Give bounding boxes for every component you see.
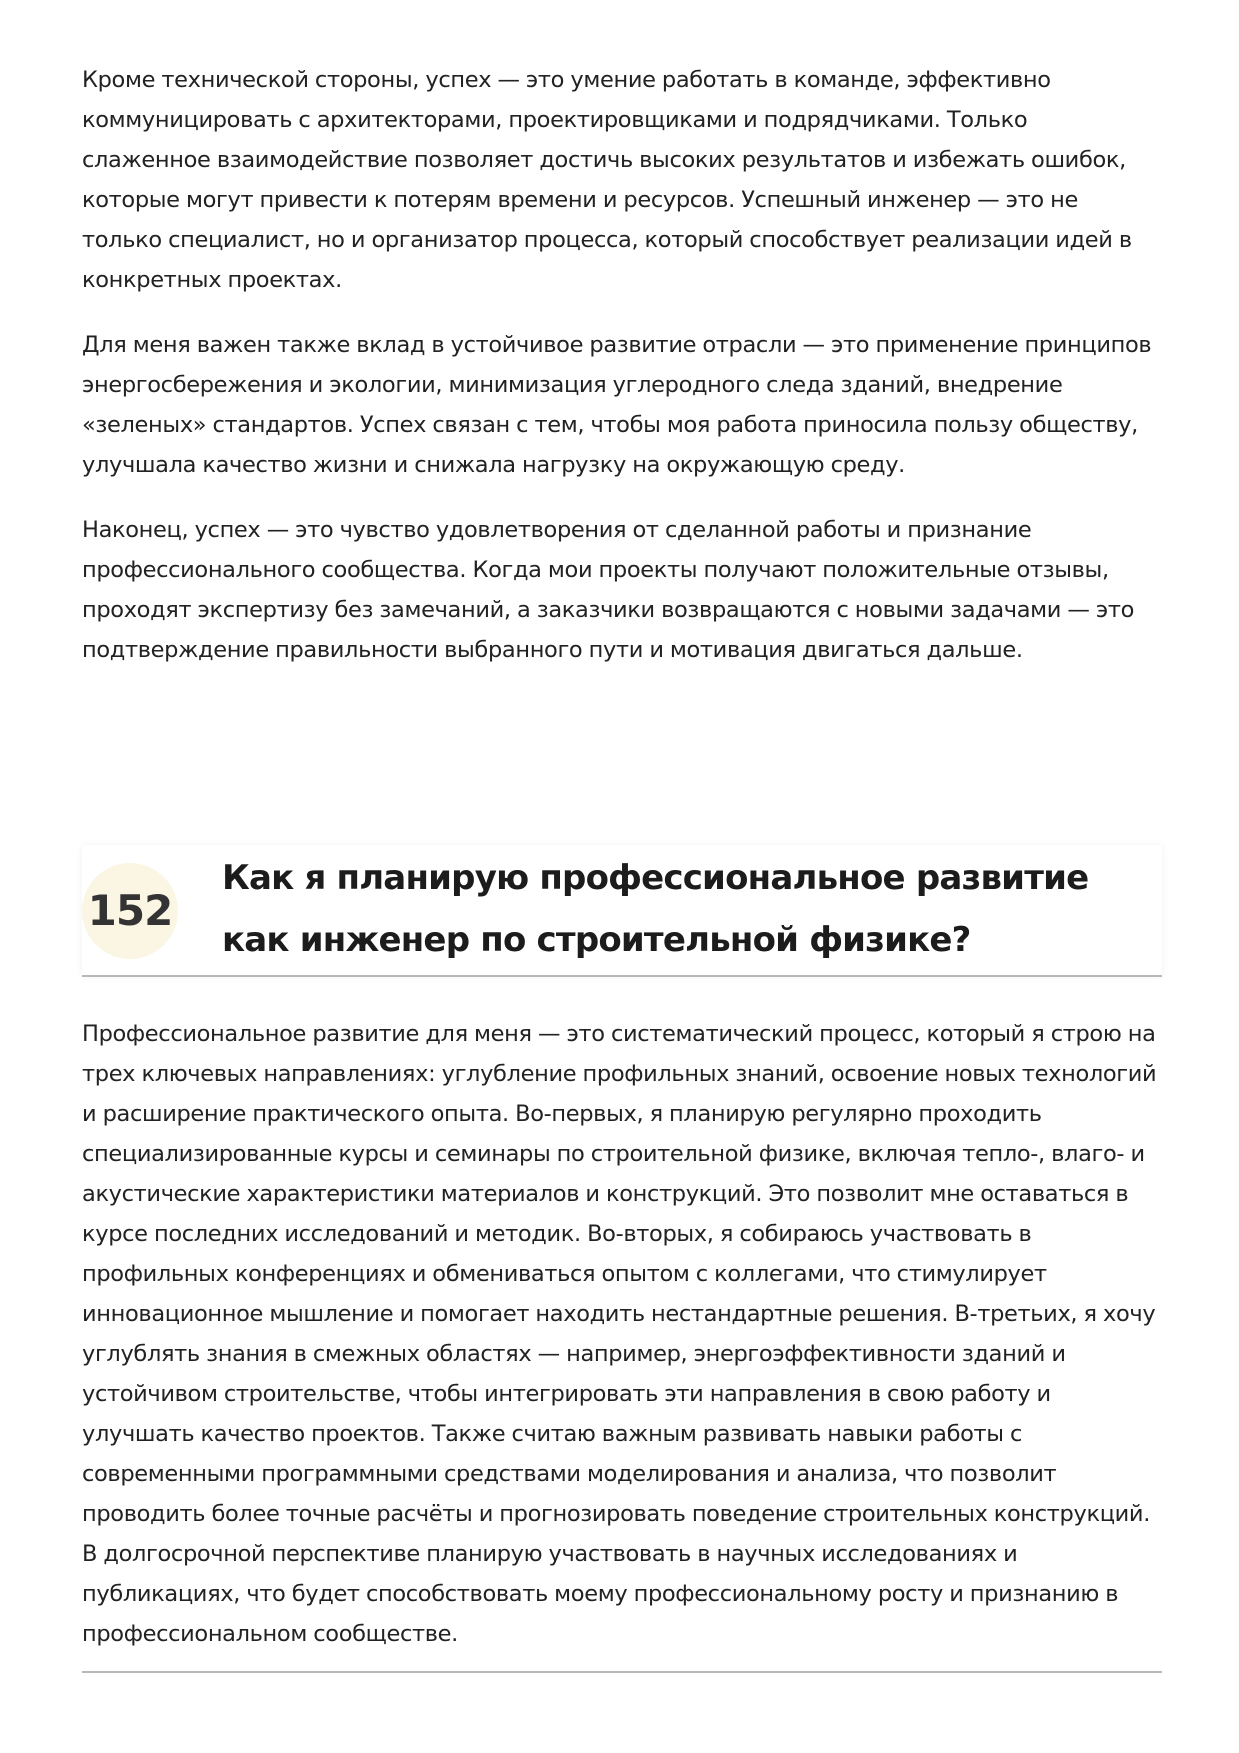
answer-section bbox=[82, 1014, 1162, 1654]
question-number: 152 bbox=[87, 886, 173, 935]
intro-paragraph-sustainability: Для меня важен также вклад в устойчивое развитие отрасли — это применение принципов энергосбережения и экологии, минимизация углеродного следа зданий, внедрение «зеленых» стандартов. Успех связан с тем, чтобы моя работа приносила пользу обществу, улучшала качество жизни и снижала нагрузку на окружающую среду. bbox=[82, 332, 1152, 478]
question-number-badge bbox=[82, 863, 178, 959]
answer-paragraph: Профессиональное развитие для меня — это систематический процесс, который я строю на трех ключевых направлениях: углубление профильных знаний, освоение новых технологий и расширение практического опыта. Во-первых, я планирую регулярно проходить специализированные курсы и семинары по строительной физике, включая тепло-, влаго- и акустические характеристики материалов и конструкций. Это позволит мне оставаться в курсе последних исследований и методик. Во-вторых, я собираюсь участвовать в профильных конференциях и обмениваться опытом с коллегами, что стимулирует инновационное мышление и помогает находить нестандартные решения. В-третьих, я хочу углублять знания в смежных областях — например, энергоэффективности зданий и устойчивом строительстве, чтобы интегрировать эти направления в свою работу и улучшать качество проектов. Также считаю важным развивать навыки работы с современными программными средствами моделирования и анализа, что позволит проводить более точные расчёты и прогнозировать поведение строительных конструкций. В долгосрочной перспективе планирую участвовать в научных исследованиях и публикациях, что будет способствовать моему профессиональному росту и признанию в профессиональном сообществе. bbox=[82, 1021, 1157, 1647]
intro-section bbox=[82, 60, 1162, 670]
section-divider bbox=[82, 1671, 1162, 1673]
question-header bbox=[82, 845, 1162, 977]
intro-paragraph-recognition: Наконец, успех — это чувство удовлетворения от сделанной работы и признание профессионального сообщества. Когда мои проекты получают положительные отзывы, проходят экспертизу без замечаний, а заказчики возвращаются с новыми задачами — это подтверждение правильности выбранного пути и мотивация двигаться дальше. bbox=[82, 517, 1134, 663]
question-title: Как я планирую профессиональное развитие как инженер по строительной физике? bbox=[222, 858, 1089, 960]
intro-paragraph-teamwork: Кроме технической стороны, успех — это умение работать в команде, эффективно коммуницировать с архитекторами, проектировщиками и подрядчиками. Только слаженное взаимодействие позволяет достичь высоких результатов и избежать ошибок, которые могут привести к потерям времени и ресурсов. Успешный инженер — это не только специалист, но и организатор процесса, который способствует реализации идей в конкретных проектах. bbox=[82, 67, 1132, 293]
